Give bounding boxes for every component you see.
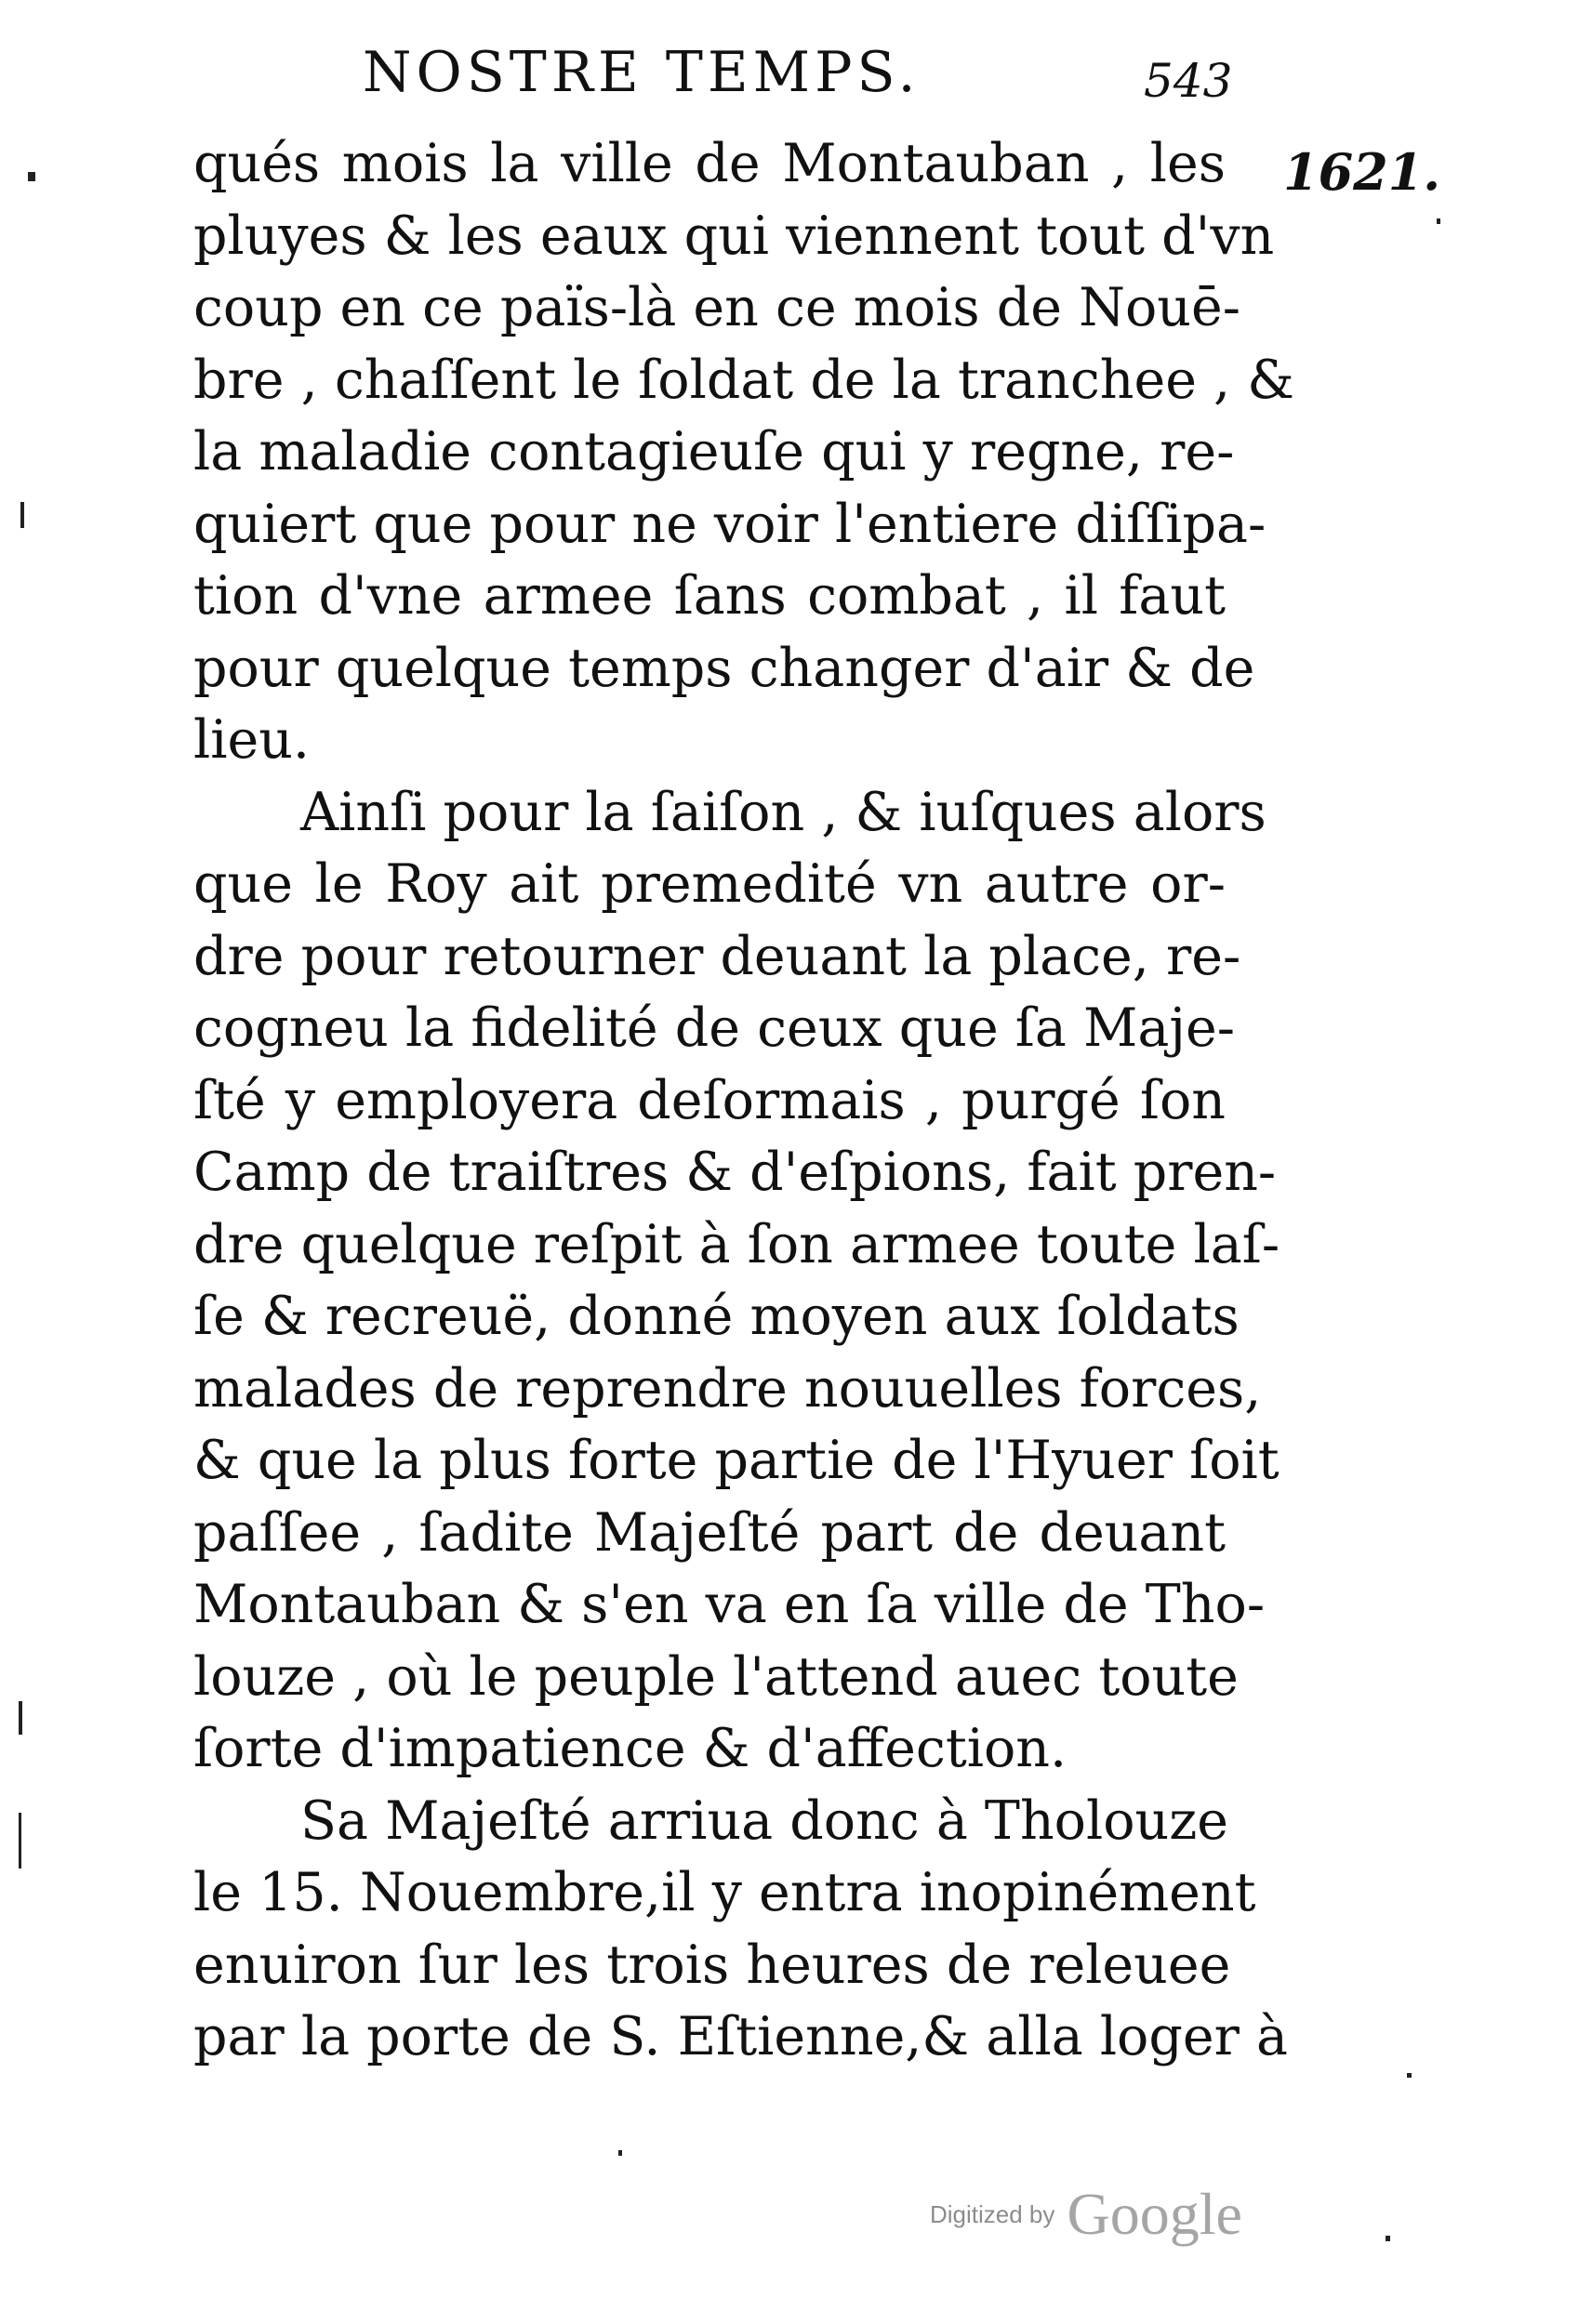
running-title: NOSTRE TEMPS. bbox=[363, 40, 921, 105]
text-line: Montauban & s'en va en ſa ville de Tho- bbox=[193, 1574, 1266, 1635]
ink-speck bbox=[20, 502, 24, 528]
text-line: paſſee , ſadite Majeſté part de deuant bbox=[193, 1501, 1226, 1564]
ink-speck bbox=[19, 1813, 21, 1868]
text-line: & que la plus forte partie de l'Hyuer ſoit bbox=[193, 1430, 1280, 1491]
text-line: par la porte de S. Eſtienne,& alla loger à bbox=[193, 2006, 1288, 2067]
ink-speck bbox=[1407, 2073, 1412, 2078]
text-line: la maladie contagieuſe qui y regne, re- bbox=[193, 421, 1235, 482]
text-line: quiert que pour ne voir l'entiere diſſipa- bbox=[193, 493, 1266, 555]
text-line: Camp de traiſtres & d'eſpions, fait pren- bbox=[193, 1142, 1277, 1203]
text-line: dre pour retourner deuant la place, re- bbox=[193, 925, 1241, 987]
ink-speck bbox=[1386, 2236, 1390, 2241]
text-line: pour quelque temps changer d'air & de bbox=[193, 637, 1255, 699]
paragraph-end-line: ſorte d'impatience & d'affection. bbox=[193, 1718, 1067, 1779]
text-line: malades de reprendre nouuelles forces, bbox=[193, 1357, 1262, 1419]
text-line: coup en ce païs-là en ce mois de Nouē- bbox=[193, 277, 1240, 338]
text-line: louze , où le peuple l'attend auec toute bbox=[193, 1645, 1239, 1708]
paragraph-end-line: lieu. bbox=[193, 709, 311, 771]
google-logo: Google bbox=[1067, 2181, 1242, 2247]
digitization-watermark bbox=[930, 2181, 1242, 2247]
text-line: ſe & recreuë, donné moyen aux ſoldats bbox=[193, 1286, 1240, 1347]
text-line: pluyes & les eaux qui viennent tout d'vn bbox=[193, 205, 1275, 267]
ink-speck bbox=[1437, 218, 1440, 224]
paragraph-start-line: Ainſi pour la ſaiſon , & iuſques alors bbox=[300, 781, 1266, 843]
margin-year-note: 1621. bbox=[1283, 142, 1441, 202]
page-number: 543 bbox=[1144, 54, 1233, 108]
text-line: ſté y employera deſormais , purgé ſon bbox=[193, 1069, 1226, 1131]
watermark-prefix: Digitized by bbox=[930, 2200, 1055, 2228]
ink-speck bbox=[28, 172, 35, 181]
text-line: dre quelque reſpit à ſon armee toute laſ- bbox=[193, 1213, 1280, 1275]
paragraph-start-line: Sa Majeſté arriua donc à Tholouze bbox=[300, 1789, 1229, 1852]
text-line: tion d'vne armee ſans combat , il faut bbox=[193, 565, 1226, 627]
ink-speck bbox=[618, 2150, 622, 2156]
ink-speck bbox=[19, 1701, 22, 1735]
text-line: bre , chaſſent le ſoldat de la tranchee , & bbox=[193, 349, 1295, 411]
text-line: enuiron ſur les trois heures de releuee bbox=[193, 1934, 1231, 1996]
text-line: le 15. Nouembre,il y entra inopinément bbox=[193, 1862, 1256, 1923]
text-line: qués mois la ville de Montauban , les bbox=[193, 133, 1226, 194]
body-text bbox=[193, 128, 1295, 2074]
text-line: cogneu la fidelité de ceux que ſa Maje- bbox=[193, 997, 1236, 1059]
text-line: que le Roy ait premedité vn autre or- bbox=[193, 853, 1226, 915]
